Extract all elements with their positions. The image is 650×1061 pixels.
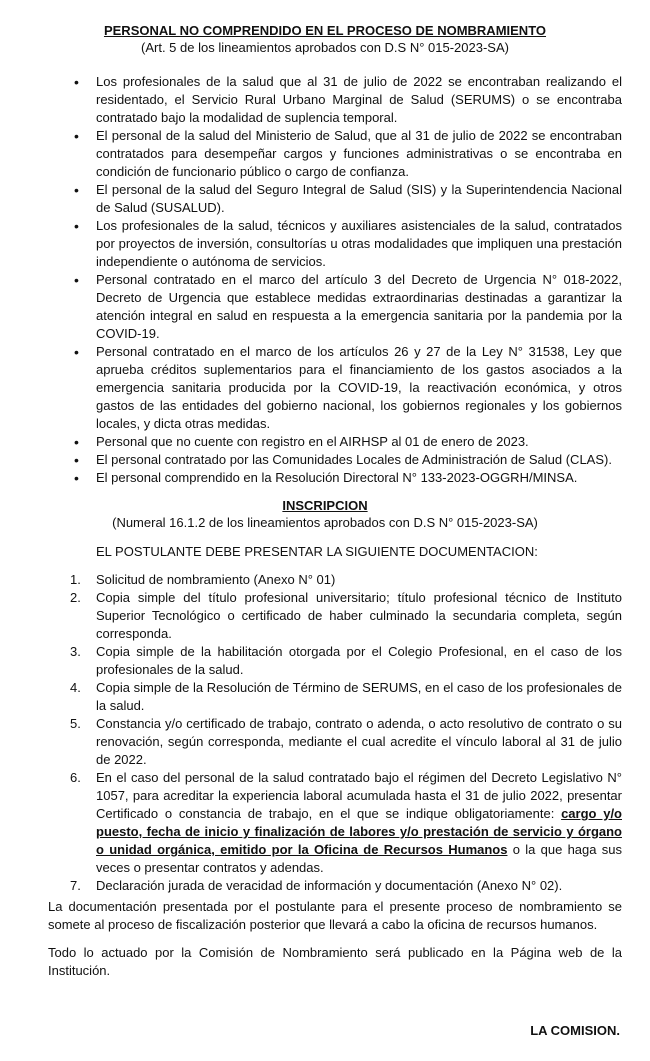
item-number: 3. [70, 644, 81, 659]
list-item [70, 769, 622, 877]
list-item: • El personal comprendido en la Resolución Directoral N° 133-2023-OGGRH/MINSA. [96, 469, 622, 487]
section-title-excluded-personnel: PERSONAL NO COMPRENDIDO EN EL PROCESO DE NOMBRAMIENTO [103, 23, 547, 38]
item-text: Solicitud de nombramiento (Anexo N° 01) [96, 572, 336, 587]
section-subtitle-excluded-personnel: (Art. 5 de los lineamientos aprobados con D.S N° 015-2023-SA) [141, 40, 509, 55]
item-text: Copia simple de la habilitación otorgada por el Colegio Profesional, en el caso de los profesionales de la salud. [96, 644, 622, 677]
list-item: • Los profesionales de la salud, técnicos y auxiliares asistenciales de la salud, contratados por proyectos de inversión, consultorías u otras modalidades que impliquen una prestación independiente o autónoma de servicios. [96, 217, 622, 271]
item-number: 5. [70, 716, 81, 731]
item-text: Constancia y/o certificado de trabajo, contrato o adenda, o acto resolutivo de contrato o su renovación, según corresponda, mediante el cual acredite el vínculo laboral al 31 de julio de 2022. [96, 716, 622, 767]
item-text-emphasis: cargo y/o puesto, fecha de inicio y finalización de labores y/o prestación de servicio y órgano o unidad orgánica, emitido por la Oficina de Recursos Humanos [96, 806, 622, 857]
list-item: • Los profesionales de la salud que al 31 de julio de 2022 se encontraban realizando el residentado, el Servicio Rural Urbano Marginal de Salud (SERUMS) o se encontraba contratado bajo la modalidad de suplencia temporal. [96, 73, 622, 127]
list-item: • El personal de la salud del Seguro Integral de Salud (SIS) y la Superintendencia Nacional de Salud (SUSALUD). [96, 181, 622, 217]
item-number: 2. [70, 590, 81, 605]
list-item [70, 715, 622, 769]
section-title-inscripcion: INSCRIPCION [282, 498, 368, 513]
section-subtitle-inscripcion: (Numeral 16.1.2 de los lineamientos aprobados con D.S N° 015-2023-SA) [112, 515, 538, 530]
paragraph-publicacion: Todo lo actuado por la Comisión de Nombramiento será publicado en la Página web de la Institución. [48, 945, 622, 978]
item-text: En el caso del personal de la salud contratado bajo el régimen del Decreto Legislativo N° 1057, para acreditar la experiencia laboral acumulada hasta el 31 de julio 2022, presentar Certificado o constancia de trabajo, en el que se indique obligatoriamente: [96, 770, 622, 821]
item-number: 6. [70, 770, 81, 785]
list-item: • Personal contratado en el marco de los artículos 26 y 27 de la Ley N° 31538, Ley que aprueba créditos suplementarios para el financiamiento de los gastos asociados a la emergencia sanitaria producida por la COVID-19, la reactivación económica, y otros gastos de las entidades del gobierno nacional, los gobiernos regionales y los gobiernos locales, y dicta otras medidas. [96, 343, 622, 433]
item-text: o la que haga sus veces o presentar contratos y adendas. [96, 842, 622, 875]
requirements-lead: EL POSTULANTE DEBE PRESENTAR LA SIGUIENTE DOCUMENTACION: [96, 544, 538, 559]
list-item: • Personal contratado en el marco del artículo 3 del Decreto de Urgencia N° 018-2022, Decreto de Urgencia que establece medidas extraordinarias destinadas a garantizar la atención integral en salud en respuesta a la emergencia sanitaria por la pandemia por la COVID-19. [96, 271, 622, 343]
list-item [70, 571, 622, 589]
excluded-personnel-list [96, 73, 622, 487]
item-number: 4. [70, 680, 81, 695]
list-item [70, 877, 622, 895]
signature: LA COMISION. [530, 1023, 620, 1038]
requirements-list [70, 571, 622, 895]
list-item: • Personal que no cuente con registro en el AIRHSP al 01 de enero de 2023. [96, 433, 622, 451]
item-text: Declaración jurada de veracidad de información y documentación (Anexo N° 02). [96, 878, 563, 893]
paragraph-fiscalizacion: La documentación presentada por el postulante para el presente proceso de nombramiento se somete al proceso de fiscalización posterior que llevará a cabo la oficina de recursos humanos. [48, 899, 622, 932]
item-text: Copia simple del título profesional universitario; título profesional técnico de Instituto Superior Tecnológico o certificado de haber culminado la secundaria completa, según corresponda. [96, 590, 622, 641]
item-number: 1. [70, 572, 81, 587]
list-item [70, 643, 622, 679]
list-item [70, 679, 622, 715]
list-item [70, 589, 622, 643]
item-number: 7. [70, 878, 81, 893]
list-item: • El personal contratado por las Comunidades Locales de Administración de Salud (CLAS). [96, 451, 622, 469]
item-text: Copia simple de la Resolución de Término de SERUMS, en el caso de los profesionales de la salud. [96, 680, 622, 713]
list-item: • El personal de la salud del Ministerio de Salud, que al 31 de julio de 2022 se encontraban contratados para desempeñar cargos y funciones administrativas o se encontraba en condición de funcionario público o cargo de confianza. [96, 127, 622, 181]
